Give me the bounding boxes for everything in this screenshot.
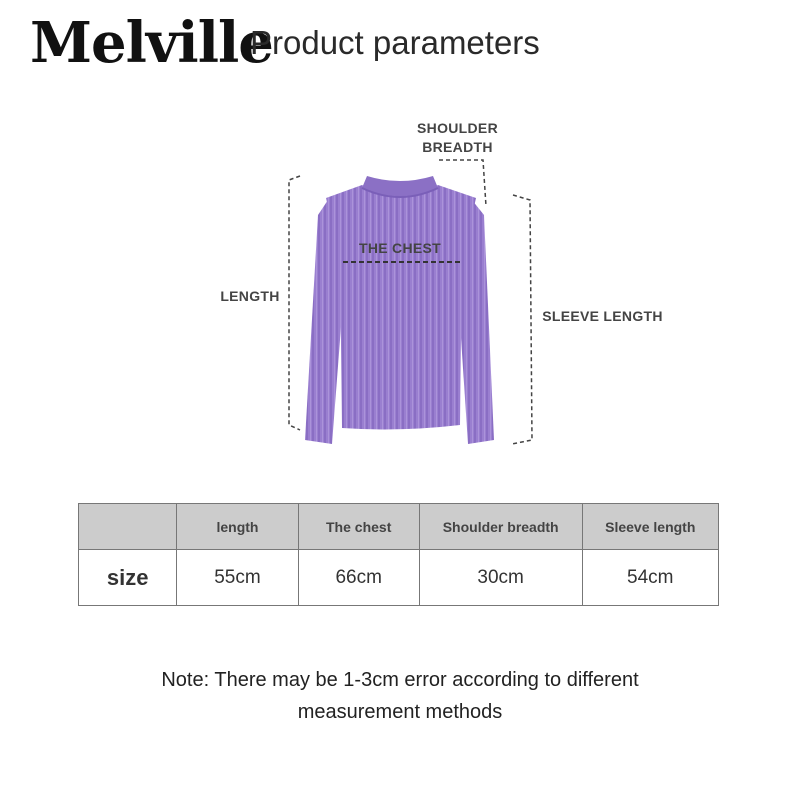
length-bracket: [289, 176, 300, 430]
table-cell: 66cm: [298, 550, 419, 606]
table-row-label: size: [79, 550, 177, 606]
shoulder-label-line1: SHOULDER: [417, 120, 498, 136]
table-header-cell: The chest: [298, 504, 419, 550]
chest-label: THE CHEST: [358, 240, 442, 256]
note-line1: Note: There may be 1-3cm error according to different: [161, 669, 639, 691]
shoulder-label-line2: BREADTH: [422, 139, 493, 155]
measurement-note: [100, 664, 700, 728]
sleeve-bracket: [512, 195, 532, 444]
table-cell: 54cm: [582, 550, 718, 606]
length-label: LENGTH: [220, 288, 280, 304]
sweater-body: [326, 185, 476, 429]
page-title: Product parameters: [250, 24, 540, 61]
table-header-cell: Shoulder breadth: [419, 504, 582, 550]
note-line2: measurement methods: [297, 701, 503, 723]
table-header-cell: Sleeve length: [582, 504, 718, 550]
brand-logo: Melville: [30, 10, 273, 76]
table-cell: 55cm: [177, 550, 298, 606]
table-row: [79, 550, 719, 606]
table-header-row: [79, 504, 719, 550]
shoulder-breadth-label: [400, 119, 515, 157]
sleeve-length-label: SLEEVE LENGTH: [542, 308, 663, 324]
size-table: [78, 503, 719, 606]
table-header-cell: length: [177, 504, 298, 550]
table-cell: 30cm: [419, 550, 582, 606]
table-header-cell: [79, 504, 177, 550]
